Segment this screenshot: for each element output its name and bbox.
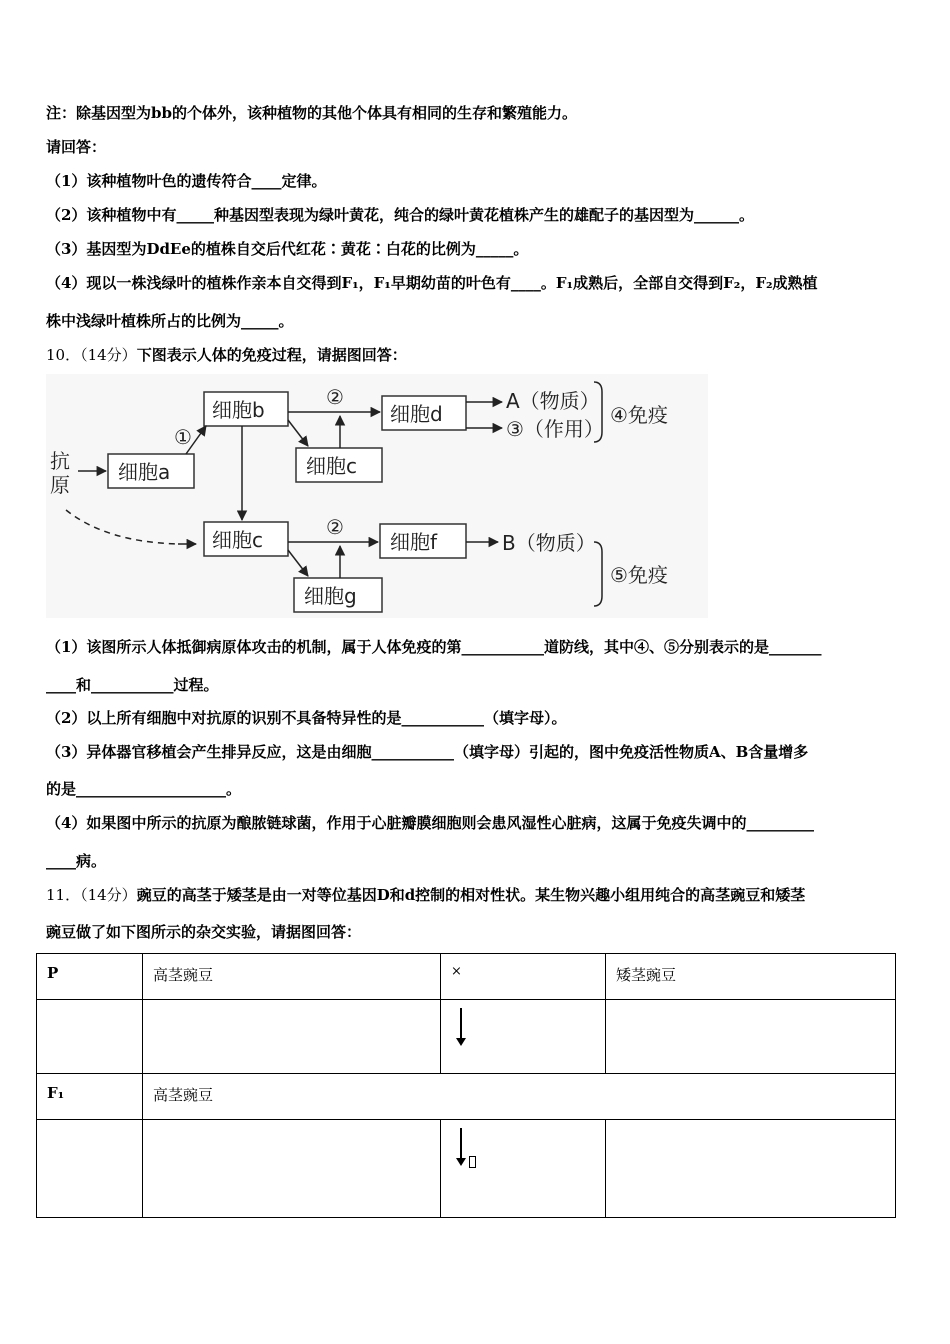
q9-part4-line1: （4）现以一株浅绿叶的植株作亲本自交得到F₁，F₁早期幼苗的叶色有____。F₁成熟后，全部自交得到F₂，F₂成熟植 (46, 274, 818, 292)
q10-title: 下图表示人体的免疫过程，请据图回答： (136, 346, 407, 364)
empty-cell (606, 1000, 896, 1074)
empty-cell (37, 1120, 143, 1218)
arrow-cell (441, 1000, 606, 1074)
q11-number: 11．（14分） (46, 886, 137, 904)
empty-cell (37, 1000, 143, 1074)
cell-c-top-label: 细胞c (306, 454, 357, 478)
label-1: ① (174, 425, 192, 449)
table-row-p (37, 954, 896, 1000)
antigen-label-1: 抗 (50, 449, 70, 473)
cross-symbol: × (441, 954, 606, 1000)
output-A: A（物质） (506, 389, 600, 413)
empty-cell (606, 1120, 896, 1218)
f1-value: 高茎豌豆 (143, 1074, 896, 1120)
q10-part2: （2）以上所有细胞中对抗原的识别不具备特异性的是___________（填字母）。 (46, 709, 567, 727)
q9-part3: （3）基因型为DdEe的植株自交后代红花∶黄花∶白花的比例为_____。 (46, 240, 529, 258)
q10-part3-line2: 的是____________________。 (46, 780, 242, 798)
q10-number: 10．（14分） (46, 346, 137, 364)
empty-cell (143, 1120, 441, 1218)
cell-c-bottom-label: 细胞c (212, 528, 263, 552)
empty-cell (143, 1000, 441, 1074)
q10-heading (46, 345, 407, 365)
q9-part4-line2: 株中浅绿叶植株所占的比例为_____。 (46, 312, 294, 330)
q10-part1-line2: ____和___________过程。 (46, 676, 219, 694)
q9-part1: （1）该种植物叶色的遗传符合____定律。 (46, 172, 327, 190)
q10-part4-line2: ____病。 (46, 852, 107, 870)
p-label: P (37, 954, 143, 1000)
immune-diagram-svg (46, 374, 708, 618)
q10-part1-line1: （1）该图所示人体抵御病原体攻击的机制，属于人体免疫的第___________道防线，其中④、⑤分别表示的是_______ (46, 638, 822, 656)
p-parent-tall: 高茎豌豆 (143, 954, 441, 1000)
immune-process-diagram (46, 374, 708, 618)
arrow-cell (441, 1120, 606, 1218)
q11-title: 豌豆的高茎于矮茎是由一对等位基因D和d控制的相对性状。某生物兴趣小组用纯合的高茎豌豆和矮茎 (136, 886, 806, 904)
table-row-arrow-2 (37, 1120, 896, 1218)
q10-part4-line1: （4）如果图中所示的抗原为酿脓链球菌，作用于心脏瓣膜细胞则会患风湿性心脏病，这属于免疫失调中的_________ (46, 814, 814, 832)
missing-glyph-icon (469, 1156, 476, 1168)
cell-a-label: 细胞a (118, 460, 171, 484)
antigen-label-2: 原 (50, 473, 70, 497)
immunity-5: ⑤免疫 (610, 563, 668, 587)
q11-heading-line1 (46, 885, 805, 905)
table-row-arrow-1 (37, 1000, 896, 1074)
output-3: ③（作用） (506, 417, 604, 441)
q9-part2: （2）该种植物中有_____种基因型表现为绿叶黄花，纯合的绿叶黄花植株产生的雄配子的基因型为______。 (46, 206, 754, 224)
note-line: 注：除基因型为bb的个体外，该种植物的其他个体具有相同的生存和繁殖能力。 (46, 104, 577, 122)
f1-label: F₁ (37, 1074, 143, 1120)
output-B: B（物质） (502, 531, 596, 555)
q10-part3-line1: （3）异体器官移植会产生排异反应，这是由细胞___________（填字母）引起的，图中免疫活性物质A、B含量增多 (46, 743, 809, 761)
label-2-bottom: ② (326, 515, 344, 539)
table-row-f1 (37, 1074, 896, 1120)
down-arrow-icon (456, 1008, 466, 1046)
immunity-4: ④免疫 (610, 403, 668, 427)
cross-experiment-table (36, 953, 896, 1218)
cell-b-label: 细胞b (212, 398, 265, 422)
answer-prompt: 请回答： (46, 138, 107, 156)
cell-f-label: 细胞f (390, 530, 438, 554)
cell-g-label: 细胞g (304, 584, 357, 608)
p-parent-dwarf: 矮茎豌豆 (606, 954, 896, 1000)
q11-heading-line2: 豌豆做了如下图所示的杂交实验，请据图回答： (46, 923, 362, 941)
down-arrow-icon (456, 1128, 466, 1166)
label-2-top: ② (326, 385, 344, 409)
cell-d-label: 细胞d (390, 402, 443, 426)
